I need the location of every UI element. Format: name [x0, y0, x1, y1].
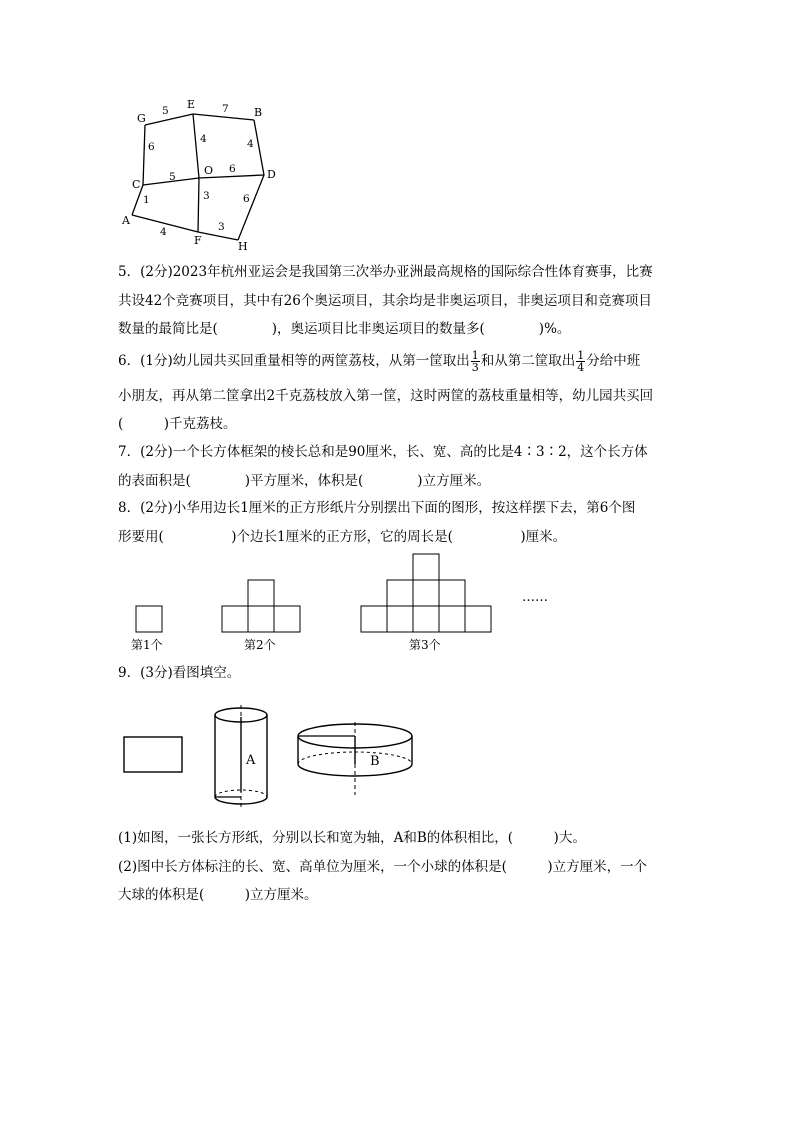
cylinder-B	[298, 722, 412, 795]
q7-line-1: 7．(2分)一个长方体框架的棱长总和是90厘米，长、宽、高的比是4∶3∶2，这个长方体	[118, 444, 648, 460]
edge-GC: 6	[148, 141, 155, 153]
question-9-parts	[118, 824, 678, 910]
q9-sub-1: (1)如图，一张长方形纸，分别以长和宽为轴，A和B的体积相比，( )大。	[118, 830, 586, 846]
fig3-caption: 第3个	[409, 638, 441, 652]
point-G: G	[137, 112, 146, 125]
question-7	[118, 438, 678, 495]
question-8	[118, 494, 678, 551]
route-map-figure	[110, 95, 310, 255]
rotation-figure	[115, 695, 425, 810]
q6-text-a: 6．(1分)幼儿园共买回重量相等的两筐荔枝，从第一筐取出	[118, 353, 470, 369]
edge-AF: 4	[160, 226, 167, 238]
edge-GE: 5	[162, 105, 169, 117]
q5-line-3: 数量的最简比是( )，奥运项目比非奥运项目的数量多( )%。	[118, 321, 571, 337]
fraction-one-third: $\frac{1}{3}$	[471, 349, 479, 374]
point-D: D	[267, 168, 276, 181]
edge-AC: 1	[143, 194, 150, 206]
fig3-squares	[361, 554, 491, 632]
q6-line-1	[118, 347, 678, 376]
ellipsis: ……	[522, 590, 548, 605]
edge-OD: 6	[229, 163, 236, 175]
edge-FH: 3	[218, 221, 225, 233]
q7-line-2: 的表面积是( )平方厘米，体积是( )立方厘米。	[118, 472, 491, 489]
square-pattern-figure	[130, 550, 570, 635]
edge-CO: 5	[169, 171, 176, 183]
fig2-caption: 第2个	[244, 638, 276, 652]
point-H: H	[238, 240, 248, 253]
fig2-squares	[222, 580, 300, 632]
q6-text-b: 和从第二筐取出	[480, 353, 576, 369]
label-A: A	[246, 753, 256, 768]
q6-line-2: 小朋友，再从第二筐拿出2千克荔枝放入第一筐，这时两筐的荔枝重量相等，幼儿园共买回	[118, 387, 654, 404]
q8-line-2: 形要用( )个边长1厘米的正方形，它的周长是( )厘米。	[118, 528, 567, 545]
point-B: B	[254, 106, 263, 119]
q5-line-1: 5．(2分)2023年杭州亚运会是我国第三次举办亚洲最高规格的国际综合性体育赛事，比赛	[118, 264, 653, 280]
point-F: F	[194, 234, 202, 247]
cylinder-A	[215, 705, 267, 810]
question-6	[118, 347, 678, 439]
fig1-caption: 第1个	[131, 638, 163, 652]
q9-title-text: 9．(3分)看图填空。	[118, 665, 241, 681]
q8-line-1: 8．(2分)小华用边长1厘米的正方形纸片分别摆出下面的图形，按这样摆下去，第6个图	[118, 500, 636, 516]
q9-sub-2b: 大球的体积是( )立方厘米。	[118, 887, 318, 903]
q6-line-3: ( )千克荔枝。	[118, 416, 237, 432]
edge-EO: 4	[200, 133, 207, 145]
fig1-square	[136, 606, 162, 632]
edge-BD: 4	[247, 138, 254, 150]
label-B: B	[370, 754, 380, 769]
point-C: C	[132, 178, 141, 191]
edge-OF: 3	[203, 190, 210, 202]
paper-rectangle	[124, 737, 182, 772]
point-A: A	[122, 214, 130, 227]
question-5	[118, 258, 678, 344]
edge-DH: 6	[243, 193, 250, 205]
edge-EB: 7	[222, 103, 229, 115]
question-9-title	[118, 659, 678, 688]
point-O: O	[204, 164, 214, 177]
q6-text-c: 分给中班	[586, 353, 641, 369]
fraction-one-quarter: $\frac{1}{4}$	[577, 349, 585, 374]
q5-line-2: 共设42个竞赛项目，其中有26个奥运项目，其余均是非奥运项目，非奥运项目和竞赛项目	[118, 292, 652, 309]
point-E: E	[187, 98, 196, 111]
q9-sub-2a: (2)图中长方体标注的长、宽、高单位为厘米，一个小球的体积是( )立方厘米，一个	[118, 858, 648, 875]
